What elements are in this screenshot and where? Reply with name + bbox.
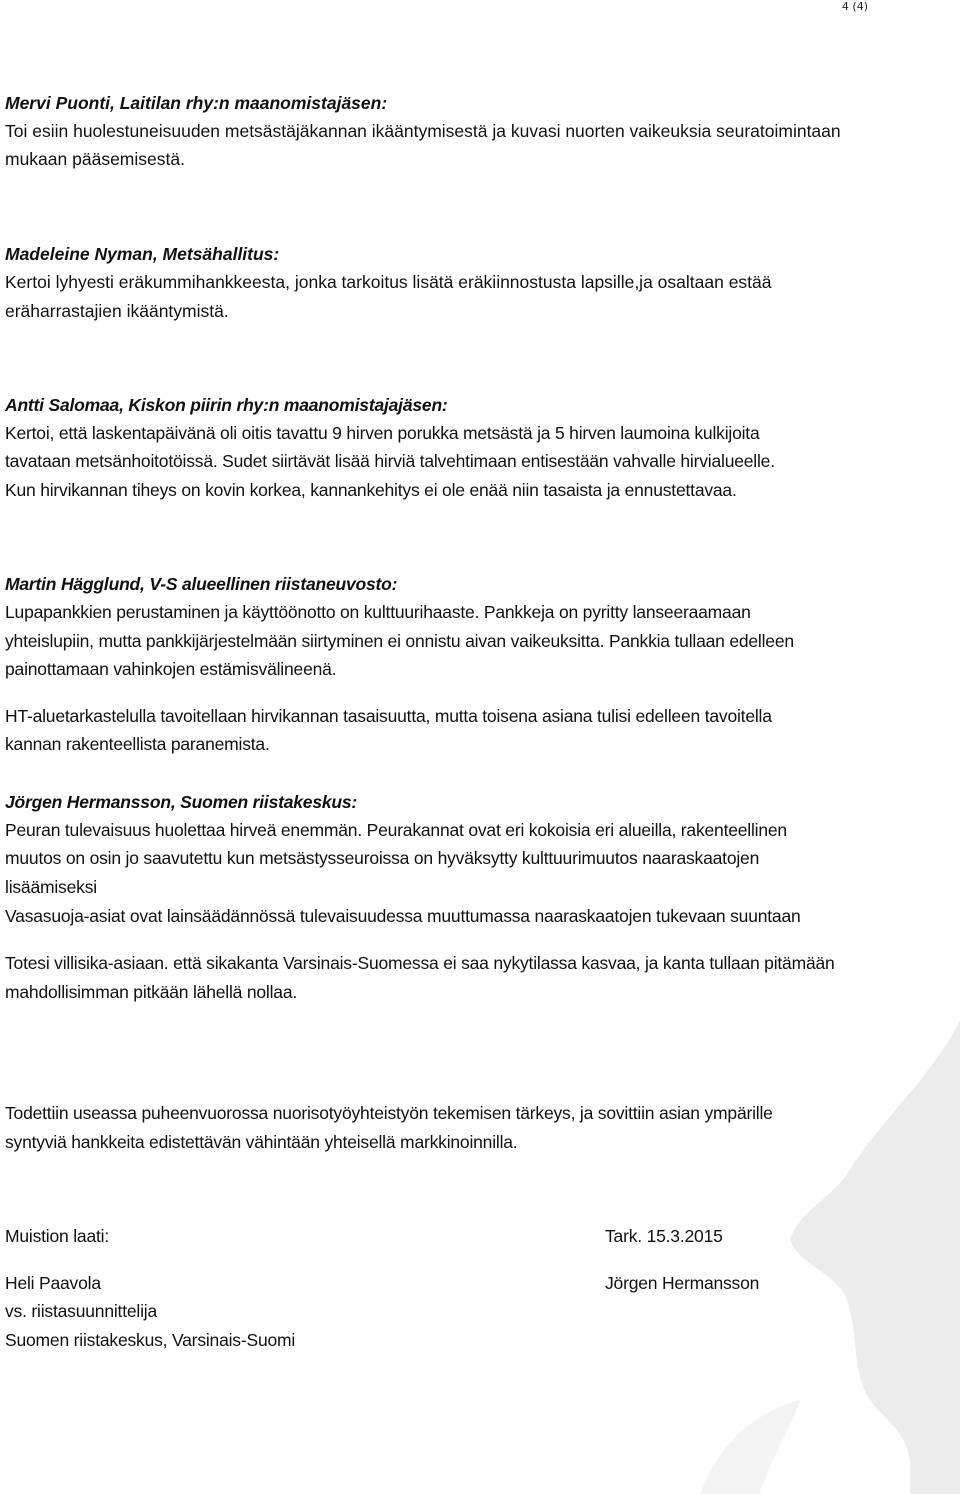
signature-label: Muistion laati: [5,1226,109,1246]
speaker-heading: Martin Hägglund, V-S alueellinen riistaneuvosto: [5,574,398,594]
paragraph-line: mukaan pääsemisestä. [5,149,185,169]
paragraph-line: Peuran tulevaisuus huolettaa hirveä enemmän. Peurakannat ovat eri kokoisia eri alueilla, rakenteellinen [5,820,787,840]
paragraph-line: Kun hirvikannan tiheys on kovin korkea, kannankehitys ei ole enää niin tasaista ja ennustettavaa. [5,480,737,500]
paragraph-line: painottamaan vahinkojen estämisvälineenä. [5,659,337,679]
signature-name: Heli Paavola [5,1273,101,1293]
paragraph-line: Todettiin useassa puheenvuorossa nuorisotyöyhteistyön tekemisen tärkeys, ja sovittiin asian ympärille [5,1103,773,1123]
paragraph-line: Toi esiin huolestuneisuuden metsästäjäkannan ikääntymisestä ja kuvasi nuorten vaikeuksia seuratoimintaan [5,121,841,141]
paragraph-line: lisäämiseksi [5,877,97,897]
paragraph-line: Kertoi lyhyesti eräkummihankkeesta, jonka tarkoitus lisätä eräkiinnostusta lapsille,ja osaltaan estää [5,272,772,292]
paragraph-line: eräharrastajien ikääntymistä. [5,301,229,321]
speaker-heading: Jörgen Hermansson, Suomen riistakeskus: [5,792,358,812]
paragraph-line: Lupapankkien perustaminen ja käyttöönotto on kulttuurihaaste. Pankkeja on pyritty lanseeraamaan [5,602,751,622]
speaker-heading: Mervi Puonti, Laitilan rhy:n maanomistajäsen: [5,93,388,113]
paragraph-line: mahdollisimman pitkään lähellä nollaa. [5,982,298,1002]
paragraph-line: yhteislupiin, mutta pankkijärjestelmään siirtyminen ei onnistu aivan vaikeuksitta. Pankkia tullaan edelleen [5,631,794,651]
paragraph-line: Vasasuoja-asiat ovat lainsäädännössä tulevaisuudessa muuttumassa naaraskaatojen tukevaan suuntaan [5,906,801,926]
paragraph-line: HT-aluetarkastelulla tavoitellaan hirvikannan tasaisuutta, mutta toisena asiana tulisi edelleen tavoitella [5,706,772,726]
paragraph-line: tavataan metsänhoitotöissä. Sudet siirtävät lisää hirviä talvehtimaan entisestään vahvalle hirvialueelle. [5,451,775,471]
speaker-heading: Madeleine Nyman, Metsähallitus: [5,244,280,264]
review-label: Tark. 15.3.2015 [605,1226,723,1246]
signature-org: Suomen riistakeskus, Varsinais-Suomi [5,1330,296,1350]
paragraph-line: muutos on osin jo saavutettu kun metsästysseuroissa on hyväksytty kulttuurimuutos naaraskaatojen [5,848,760,868]
paragraph-line: kannan rakenteellista paranemista. [5,734,270,754]
paragraph-line: Totesi villisika-asiaan. että sikakanta Varsinais-Suomessa ei saa nykytilassa kasvaa, ja kanta tullaan pitämään [5,953,835,973]
signature-title: vs. riistasuunnittelija [5,1301,157,1321]
review-name: Jörgen Hermansson [605,1273,760,1293]
page-number: 4 (4) [841,0,868,13]
paragraph-line: syntyviä hankkeita edistettävän vähintään yhteisellä markkinoinnilla. [5,1132,518,1152]
paragraph-line: Kertoi, että laskentapäivänä oli oitis tavattu 9 hirven porukka metsästä ja 5 hirven laumoina kulkijoita [5,423,760,443]
speaker-heading: Antti Salomaa, Kiskon piirin rhy:n maanomistajajäsen: [5,395,448,415]
